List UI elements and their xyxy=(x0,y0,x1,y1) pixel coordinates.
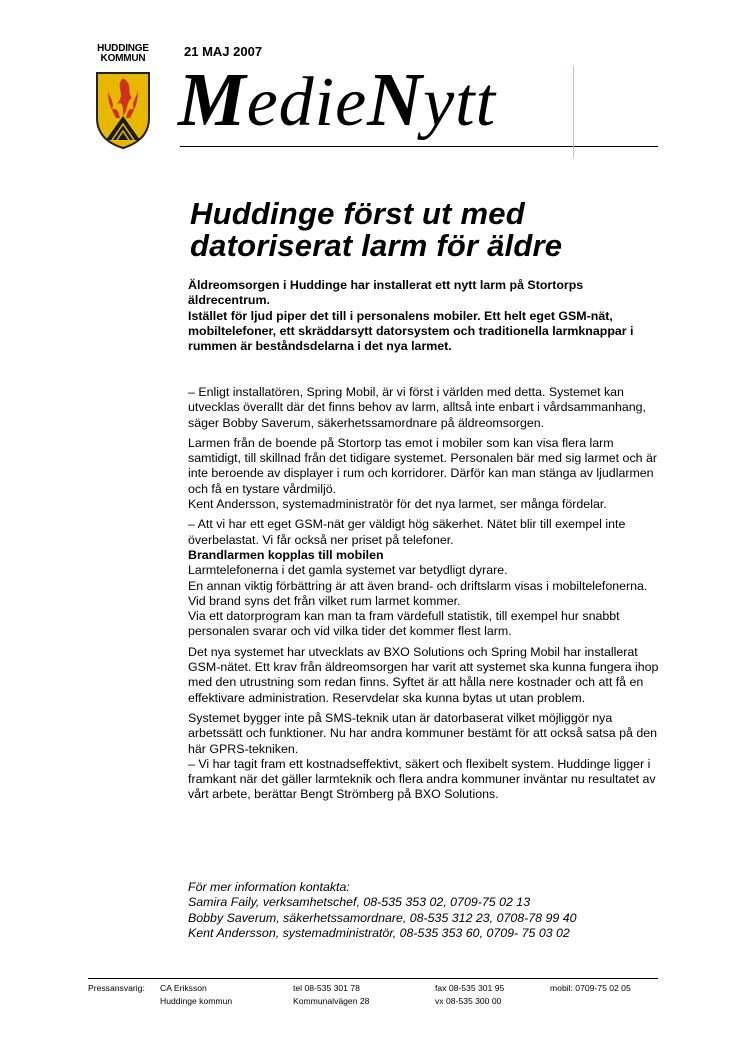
body-paragraph: Larmtelefonerna i det gamla systemet var betydligt dyrare. xyxy=(188,563,508,578)
body-paragraph: Via ett datorprogram kan man ta fram värdefull statistik, till exempel hur snabbt personalen svarar och vid vilka tider det kommer flest larm. xyxy=(188,609,620,639)
organization-name-line1: HUDDINGE xyxy=(97,43,149,54)
organization-name-line2: KOMMUN xyxy=(100,53,146,64)
footer-press-label: Pressansvarig: xyxy=(88,983,145,993)
footer-fax-block xyxy=(435,982,504,1008)
contact-line: Bobby Saverum, säkerhetssamordnare, 08-535 312 23, 0708-78 99 40 xyxy=(188,910,577,925)
lead-paragraph-2: Istället för ljud piper det till i personalens mobiler. Ett helt eget GSM-nät, mobiltelefoner, ett skräddarsytt datorsystem och traditionella larmknappar i rummen är beståndsdelarna i det nya larmet. xyxy=(188,308,634,354)
masthead-cap2: N xyxy=(367,58,424,142)
body-paragraph: Kent Andersson, systemadministratör för det nya larmet, ser många fördelar. xyxy=(188,497,607,512)
body-paragraph: – Att vi har ett eget GSM-nät ger väldigt hög säkerhet. Nätet blir till exempel inte överbelastat. Vi får också ner priset på telefoner. xyxy=(188,517,626,547)
article-lead xyxy=(188,278,658,354)
organization-name xyxy=(86,44,160,64)
masthead-title xyxy=(178,60,496,143)
footer-tel-block xyxy=(293,982,369,1008)
footer-org: Huddinge kommun xyxy=(160,996,233,1006)
body-paragraph: Larmen från de boende på Stortorp tas emot i mobiler som kan visa flera larm samtidigt, till skillnad från det tidigare systemet. Personalen bär med sig larmet och är inte beroende av displayer i rum och korridorer. Därför kan man stänga av ljudlarmen och få en tystare vårdmiljö. xyxy=(188,435,657,496)
masthead-rest1: edie xyxy=(246,64,368,141)
footer-address: Kommunalvägen 28 xyxy=(293,996,370,1006)
municipality-crest-icon xyxy=(94,70,152,150)
body-paragraph: – Enligt installatören, Spring Mobil, är vi först i världen med detta. Systemet kan utvecklas överallt där det finns behov av larm, alltså inte enbart i vårdsammanhang, säger Bobby Saverum, säkerhetssamordnare på äldreomsorgen. xyxy=(188,385,646,430)
masthead-rule xyxy=(180,146,658,147)
article-subheading: Brandlarmen kopplas till mobilen xyxy=(188,547,384,562)
footer-tel: tel 08-535 301 78 xyxy=(293,983,360,993)
contact-info xyxy=(188,880,668,941)
body-paragraph: – Vi har tagit fram ett kostnadseffektivt, säkert och flexibelt system. Huddinge ligger i framkant när det gäller larmteknik och flera andra kommuner inväntar nu resultatet av vårt arbete, berättar Bengt Strömberg på BXO Solutions. xyxy=(188,756,656,802)
body-paragraph: Det nya systemet har utvecklats av BXO Solutions och Spring Mobil har installerat GSM-nätet. Ett krav från äldreomsorgen har varit att systemet ska kunna fungera ihop med den utrustning som redan finns. Syftet är att hålla nere kostnader och att få en effektivare administration. Reservdelar ska kunna bytas ut utan problem. xyxy=(188,644,659,705)
footer-mobile: mobil: 0709-75 02 05 xyxy=(550,983,631,993)
contact-line: Kent Andersson, systemadministratör, 08-535 353 60, 0709- 75 03 02 xyxy=(188,925,570,940)
article-headline xyxy=(190,198,670,262)
publication-date: 21 MAJ 2007 xyxy=(184,44,263,59)
lead-paragraph-1: Äldreomsorgen i Huddinge har installerat ett nytt larm på Stortorps äldrecentrum. xyxy=(188,278,584,308)
body-paragraph: Systemet bygger inte på SMS-teknik utan är datorbaserat vilket möjliggör nya arbetssätt och funktioner. Nu har andra kommuner bestämt för att också satsa på den här GPRS-tekniken. xyxy=(188,710,658,756)
contact-line: Samira Faily, verksamhetschef, 08-535 353 02, 0709-75 02 13 xyxy=(188,895,531,910)
footer-contact-block xyxy=(160,982,232,1008)
article-body xyxy=(188,385,668,808)
masthead-marker xyxy=(573,66,574,158)
body-paragraph: En annan viktig förbättring är att även brand- och driftslarm visas i mobiltelefonerna. Vid brand syns det från vilket rum larmet kommer. xyxy=(188,578,648,608)
headline-line2: datoriserat larm för äldre xyxy=(190,228,563,263)
masthead-rest2: ytt xyxy=(423,64,497,141)
headline-line1: Huddinge först ut med xyxy=(190,196,525,231)
footer-vx: vx 08-535 300 00 xyxy=(435,996,502,1006)
footer-press-name: CA Eriksson xyxy=(160,983,207,993)
masthead-cap1: M xyxy=(178,58,247,142)
footer-rule xyxy=(88,978,658,979)
contact-intro: För mer information kontakta: xyxy=(188,880,350,894)
footer-fax: fax 08-535 301 95 xyxy=(435,983,505,993)
